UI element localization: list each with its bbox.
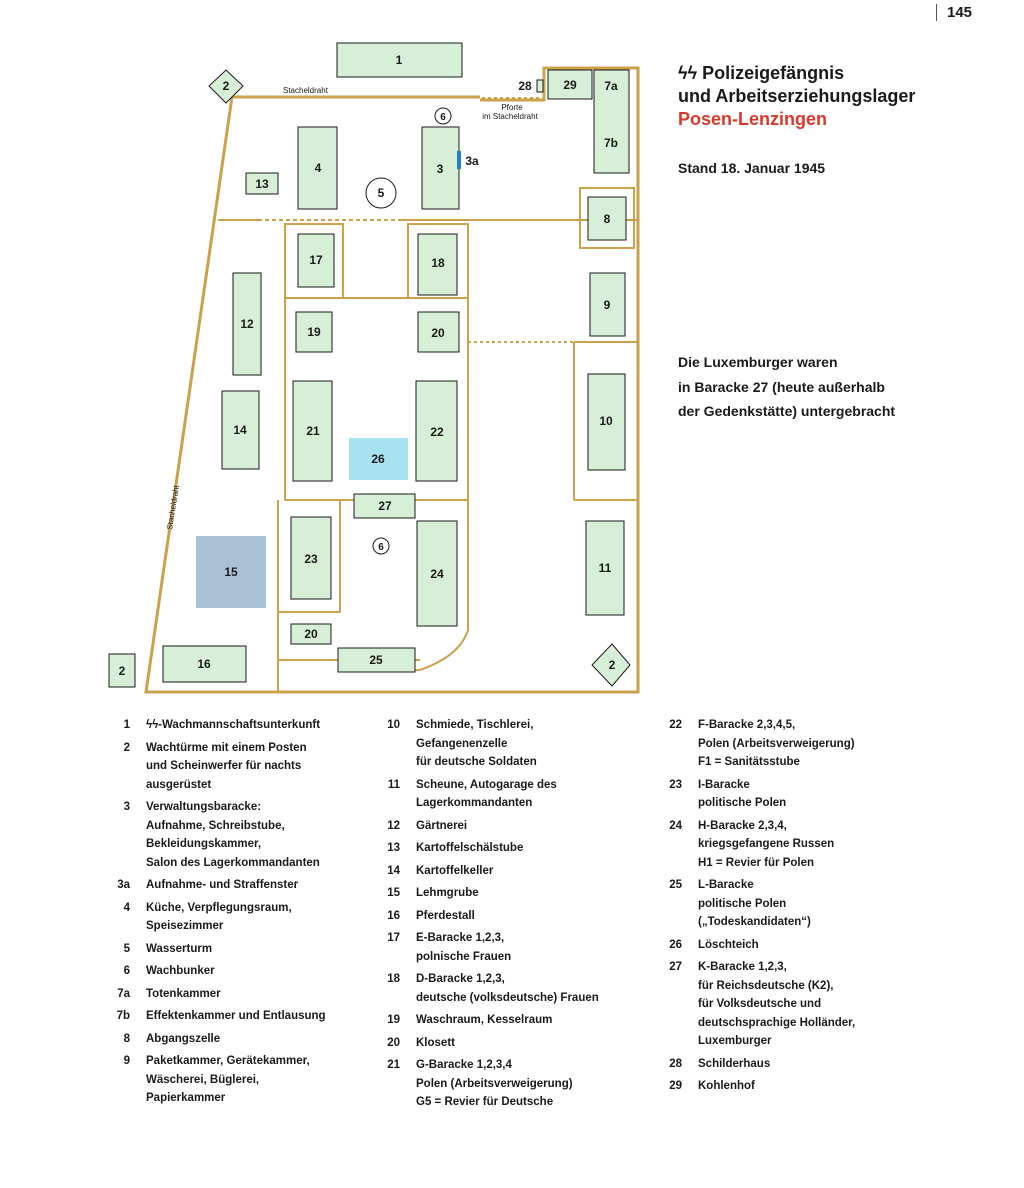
legend-number: 12	[387, 819, 400, 832]
label-12: 12	[240, 317, 254, 331]
legend-number: 11	[387, 778, 400, 791]
legend-text: Schmiede, Tischlerei, Gefangenenzelle für deutsche Soldaten	[416, 719, 537, 768]
legend-text: Wachbunker	[146, 965, 215, 977]
legend-number: 29	[669, 1080, 682, 1092]
title-line-3: Posen-Lenzingen	[678, 109, 828, 129]
label-25: 25	[369, 653, 383, 667]
legend-item-21	[366, 1056, 626, 1112]
legend-number: 5	[123, 942, 130, 955]
legend-text: Pferdestall	[416, 909, 475, 922]
legend-item-5	[96, 940, 336, 959]
label-24: 24	[430, 567, 444, 581]
legend-item-2	[96, 739, 336, 795]
legend-item-23	[648, 776, 898, 813]
legend-item-11	[366, 776, 626, 813]
legend-number: 28	[669, 1057, 682, 1070]
label-stacheldraht-top: Stacheldraht	[283, 86, 328, 95]
label-21: 21	[306, 424, 320, 438]
legend-text: Abgangszelle	[146, 1032, 221, 1045]
legend-number: 9	[123, 1055, 130, 1067]
legend-number: 2	[123, 741, 130, 754]
label-6a: 6	[440, 112, 446, 123]
guard-house-28	[537, 80, 543, 92]
legend-text: Gärtnerei	[416, 819, 468, 832]
ss-mark: ϟϟ	[678, 63, 698, 83]
legend-item-8	[96, 1030, 336, 1049]
legend-number: 10	[387, 719, 400, 731]
label-13: 13	[255, 177, 269, 191]
label-3: 3	[436, 162, 444, 176]
legend-text: H-Baracke 2,3,4, kriegsgefangene Russen H1 = Revier für Polen	[698, 819, 835, 869]
legend-item-15	[366, 884, 626, 903]
label-26: 26	[371, 452, 385, 466]
legend-text: E-Baracke 1,2,3, polnische Frauen	[416, 932, 512, 963]
legend-text: Kohlenhof	[698, 1080, 755, 1092]
label-29: 29	[563, 78, 577, 92]
label-23: 23	[304, 552, 318, 566]
legend-item-24	[648, 817, 898, 873]
legend-number: 15	[387, 887, 400, 899]
legend-text: Scheune, Autogarage des Lagerkommandanten	[416, 778, 557, 809]
label-7b: 7b	[603, 136, 619, 150]
label-18: 18	[431, 256, 445, 270]
legend-item-3	[96, 798, 336, 872]
legend-item-9	[96, 1052, 336, 1108]
legend-text: Effektenkammer und Entlausung	[146, 1010, 326, 1022]
label-2c: 2	[118, 664, 126, 678]
label-8: 8	[603, 212, 611, 226]
label-19: 19	[307, 325, 321, 339]
date-stand: Stand 18. Januar 1945	[678, 160, 826, 176]
legend-item-14	[366, 862, 626, 881]
legend-column-3	[648, 716, 898, 1100]
note-text: Die Luxemburger waren in Baracke 27 (heute außerhalb der Gedenkstätte) untergebracht	[678, 354, 896, 419]
legend-item-19	[366, 1011, 626, 1030]
legend-item-25	[648, 876, 898, 932]
label-5: 5	[377, 186, 385, 200]
legend-number: 22	[669, 719, 682, 731]
legend-number: 25	[669, 879, 682, 891]
legend-item-3a	[96, 876, 336, 895]
legend-number: 14	[387, 864, 400, 877]
legend-text: Wachtürme mit einem Posten und Scheinwerfer für nachts ausgerüstet	[146, 741, 307, 791]
legend-column-1	[96, 716, 336, 1112]
legend-number: 3a	[117, 879, 130, 891]
legend-item-16	[366, 907, 626, 926]
legend-number: 18	[387, 973, 400, 985]
legend-text: F-Baracke 2,3,4,5, Polen (Arbeitsverweigerung) F1 = Sanitätsstube	[698, 719, 855, 768]
legend-number: 26	[669, 938, 682, 951]
legend-item-10	[366, 716, 626, 772]
label-2a: 2	[222, 79, 230, 93]
legend-text: K-Baracke 1,2,3, für Reichsdeutsche (K2), für Volksdeutsche und deutschsprachige Holländer, Luxemburger	[698, 961, 856, 1047]
label-4: 4	[314, 161, 322, 175]
label-17: 17	[309, 253, 323, 267]
label-1: 1	[395, 53, 403, 67]
legend-number: 1	[123, 719, 130, 731]
label-27: 27	[378, 499, 392, 513]
legend-number: 19	[387, 1014, 400, 1026]
legend-number: 7b	[116, 1010, 130, 1022]
legend-text: Kartoffelkeller	[416, 864, 494, 877]
label-14: 14	[233, 423, 247, 437]
label-10: 10	[599, 414, 613, 428]
legend-text: Paketkammer, Gerätekammer, Wäscherei, Büglerei, Papierkammer	[146, 1055, 310, 1104]
legend-number: 23	[669, 778, 682, 791]
legend-item-7b	[96, 1007, 336, 1026]
legend-number: 3	[123, 801, 130, 813]
legend-item-4	[96, 899, 336, 936]
legend-number: 27	[669, 961, 682, 973]
legend-number: 8	[123, 1032, 130, 1045]
legend-item-18	[366, 970, 626, 1007]
legend-text: Klosett	[416, 1036, 455, 1049]
label-pforte-1: Pforte	[501, 103, 523, 112]
legend-item-17	[366, 929, 626, 966]
legend-item-12	[366, 817, 626, 836]
legend-number: 16	[387, 909, 400, 922]
label-2b: 2	[608, 658, 616, 672]
label-3a: 3a	[465, 154, 479, 168]
label-stacheldraht-left: Stacheldraht	[165, 484, 182, 531]
label-7a: 7a	[604, 79, 618, 93]
legend-item-13	[366, 839, 626, 858]
legend-item-29	[648, 1077, 898, 1096]
legend-text: I-Baracke politische Polen	[698, 778, 787, 809]
legend-text: Waschraum, Kesselraum	[416, 1014, 553, 1026]
legend-text: G-Baracke 1,2,3,4 Polen (Arbeitsverweigerung) G5 = Revier für Deutsche	[416, 1059, 573, 1108]
legend-item-1	[96, 716, 336, 735]
legend-number: 17	[387, 932, 400, 944]
label-20b: 20	[304, 627, 318, 641]
legend-text: Küche, Verpflegungsraum, Speisezimmer	[146, 901, 292, 932]
label-6b: 6	[378, 542, 384, 553]
label-28: 28	[518, 79, 532, 93]
legend-number: 20	[387, 1036, 400, 1049]
label-11: 11	[598, 561, 612, 575]
legend-text: ϟϟ-Wachmannschaftsunterkunft	[146, 719, 321, 731]
legend-number: 7a	[117, 987, 130, 1000]
legend-text: Löschteich	[698, 938, 759, 951]
label-16: 16	[197, 657, 211, 671]
label-pforte-2: im Stacheldraht	[482, 112, 538, 121]
legend-item-22	[648, 716, 898, 772]
title-line-2: und Arbeitserziehungslager	[678, 86, 916, 106]
legend-text: Lehmgrube	[416, 887, 479, 899]
legend-text: Totenkammer	[146, 987, 221, 1000]
legend-text: Wasserturm	[146, 942, 213, 955]
label-22: 22	[430, 425, 444, 439]
legend-column-2	[366, 716, 626, 1116]
legend-number: 6	[123, 965, 130, 977]
legend-item-27	[648, 958, 898, 1051]
title-text-1: Polizeigefängnis	[702, 63, 845, 83]
label-20a: 20	[431, 326, 445, 340]
legend-item-28	[648, 1055, 898, 1074]
legend-text: D-Baracke 1,2,3, deutsche (volksdeutsche) Frauen	[416, 973, 599, 1004]
window-3a	[457, 151, 461, 169]
label-9: 9	[603, 298, 611, 312]
legend-number: 13	[387, 842, 400, 854]
legend-text: L-Baracke politische Polen („Todeskandidaten“)	[698, 879, 811, 928]
legend-number: 24	[669, 819, 682, 832]
legend-text: Schilderhaus	[698, 1057, 771, 1070]
legend-text: Verwaltungsbaracke: Aufnahme, Schreibstube, Bekleidungskammer, Salon des Lagerkommandanten	[146, 801, 320, 869]
legend-text: Kartoffelschälstube	[416, 842, 524, 854]
legend-item-26	[648, 936, 898, 955]
legend-number: 4	[123, 901, 130, 914]
legend-item-20	[366, 1034, 626, 1053]
legend-number: 21	[387, 1059, 400, 1071]
label-15: 15	[224, 565, 238, 579]
legend-item-7a	[96, 985, 336, 1004]
page-number: 145	[936, 4, 972, 21]
legend-item-6	[96, 962, 336, 981]
legend-text: Aufnahme- und Straffenster	[146, 879, 299, 891]
